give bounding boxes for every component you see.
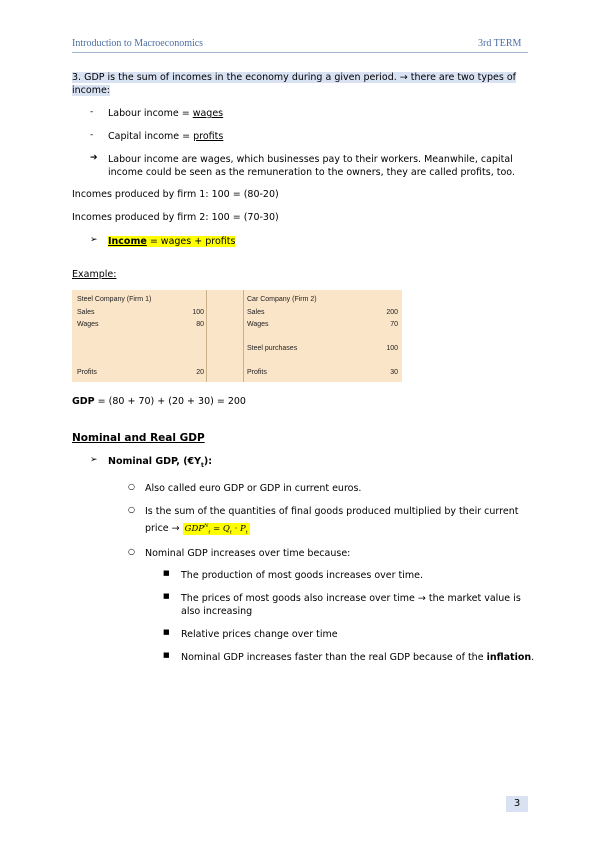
- nominal-item2-prefix: price →: [145, 522, 180, 534]
- nominal-gdp-end: ):: [203, 456, 213, 467]
- nominal-sub1: The production of most goods increases over time.: [181, 570, 424, 581]
- table-divider: [206, 290, 207, 382]
- section-heading: [72, 71, 516, 84]
- firm2-wages-label: Wages: [247, 321, 269, 328]
- firm1-income-text: Incomes produced by firm 1: 100 = (80-20): [72, 189, 279, 200]
- example-label: Example:: [72, 269, 117, 280]
- formula-sub: t: [208, 529, 211, 536]
- firm2-title: Car Company (Firm 2): [247, 296, 317, 303]
- capital-income-label: Capital income =: [108, 131, 194, 142]
- firm2-profits-value: 30: [390, 369, 398, 376]
- section-heading-line1: 3. GDP is the sum of incomes in the economy during a given period. → there are two types of: [72, 72, 516, 83]
- nominal-gdp-subheading: [108, 455, 212, 472]
- firm2-income-text: Incomes produced by firm 2: 100 = (70-30): [72, 212, 279, 223]
- dash-bullet-icon: -: [90, 130, 94, 140]
- arrow-bullet-icon: ➔: [90, 153, 98, 163]
- gdp-calculation: [72, 395, 246, 408]
- firm1-wages-value: 80: [196, 321, 204, 328]
- nominal-item1: Also called euro GDP or GDP in current euros.: [145, 483, 362, 494]
- labour-income-term: wages: [192, 108, 224, 119]
- labour-income-label: Labour income =: [108, 108, 193, 119]
- square-bullet-icon: ■: [163, 628, 170, 636]
- bullet-labour-income: [108, 107, 223, 120]
- header-title: Introduction to Macroeconomics: [72, 38, 204, 49]
- formula-sub3: t: [245, 529, 248, 536]
- bullet-capital-income: [108, 130, 223, 143]
- firm2-wages-value: 70: [390, 321, 398, 328]
- nominal-sub4-prefix: Nominal GDP increases faster than the real GDP because of the: [181, 652, 487, 663]
- circle-bullet-icon: ○: [128, 547, 135, 556]
- firm1-sales-value: 100: [192, 309, 204, 316]
- income-definition-rest: = wages + profits: [146, 236, 236, 247]
- capital-income-term: profits: [193, 131, 224, 142]
- example-table: [72, 290, 402, 382]
- section-heading-line2: income:: [72, 85, 110, 96]
- formula-q: = Q: [210, 523, 230, 534]
- nominal-item2-line2: [145, 520, 250, 540]
- firm2-sales-value: 200: [386, 309, 398, 316]
- nominal-sub4: [181, 651, 534, 664]
- firm2-steel-value: 100: [386, 345, 398, 352]
- nominal-gdp-sub: t: [201, 461, 204, 469]
- nominal-gdp-label: Nominal GDP, (€Y: [108, 456, 202, 467]
- formula-sub2: t: [229, 529, 232, 536]
- firm2-profits-label: Profits: [247, 369, 267, 376]
- inflation-term: inflation: [486, 652, 532, 663]
- header-divider: [72, 52, 528, 53]
- nominal-sub3: Relative prices change over time: [181, 629, 338, 640]
- income-definition: [108, 235, 235, 248]
- income-term: Income: [108, 236, 147, 247]
- firm1-sales-label: Sales: [77, 309, 95, 316]
- nominal-sub4-end: .: [531, 652, 535, 663]
- nominal-gdp-formula: [183, 523, 250, 535]
- firm2-steel-label: Steel purchases: [247, 345, 298, 352]
- page-number: 3: [506, 796, 528, 812]
- arrowhead-bullet-icon: ➢: [90, 455, 98, 465]
- nominal-sub2-line1: The prices of most goods also increase over time → the market value is: [181, 593, 521, 604]
- firm1-title: Steel Company (Firm 1): [77, 296, 152, 303]
- section-heading-cont: [72, 84, 110, 97]
- nominal-sub2-line2: also increasing: [181, 606, 253, 617]
- header-term: 3rd TERM: [478, 38, 522, 49]
- square-bullet-icon: ■: [163, 592, 170, 600]
- nominal-real-title: Nominal and Real GDP: [72, 432, 205, 444]
- firm1-profits-label: Profits: [77, 369, 97, 376]
- gdp-label: GDP: [72, 396, 95, 407]
- table-divider: [243, 290, 244, 382]
- gdp-calculation-rest: = (80 + 70) + (20 + 30) = 200: [94, 396, 246, 407]
- circle-bullet-icon: ○: [128, 482, 135, 491]
- arrow-text-line2: income could be seen as the remuneration to the owners, they are called profits, too.: [108, 167, 515, 178]
- formula-gdp: GDP: [184, 523, 204, 534]
- firm1-profits-value: 20: [196, 369, 204, 376]
- square-bullet-icon: ■: [163, 651, 170, 659]
- dash-bullet-icon: -: [90, 107, 94, 117]
- formula-sup: N: [203, 523, 209, 529]
- firm1-wages-label: Wages: [77, 321, 99, 328]
- nominal-item3: Nominal GDP increases over time because:: [145, 548, 351, 559]
- arrowhead-bullet-icon: ➢: [90, 235, 98, 245]
- circle-bullet-icon: ○: [128, 505, 135, 514]
- firm2-sales-label: Sales: [247, 309, 265, 316]
- nominal-item2-line1: Is the sum of the quantities of final goods produced multiplied by their current: [145, 506, 519, 517]
- arrow-text-line1: Labour income are wages, which businesses pay to their workers. Meanwhile, capital: [108, 154, 513, 165]
- formula-p: · P: [231, 523, 246, 534]
- square-bullet-icon: ■: [163, 569, 170, 577]
